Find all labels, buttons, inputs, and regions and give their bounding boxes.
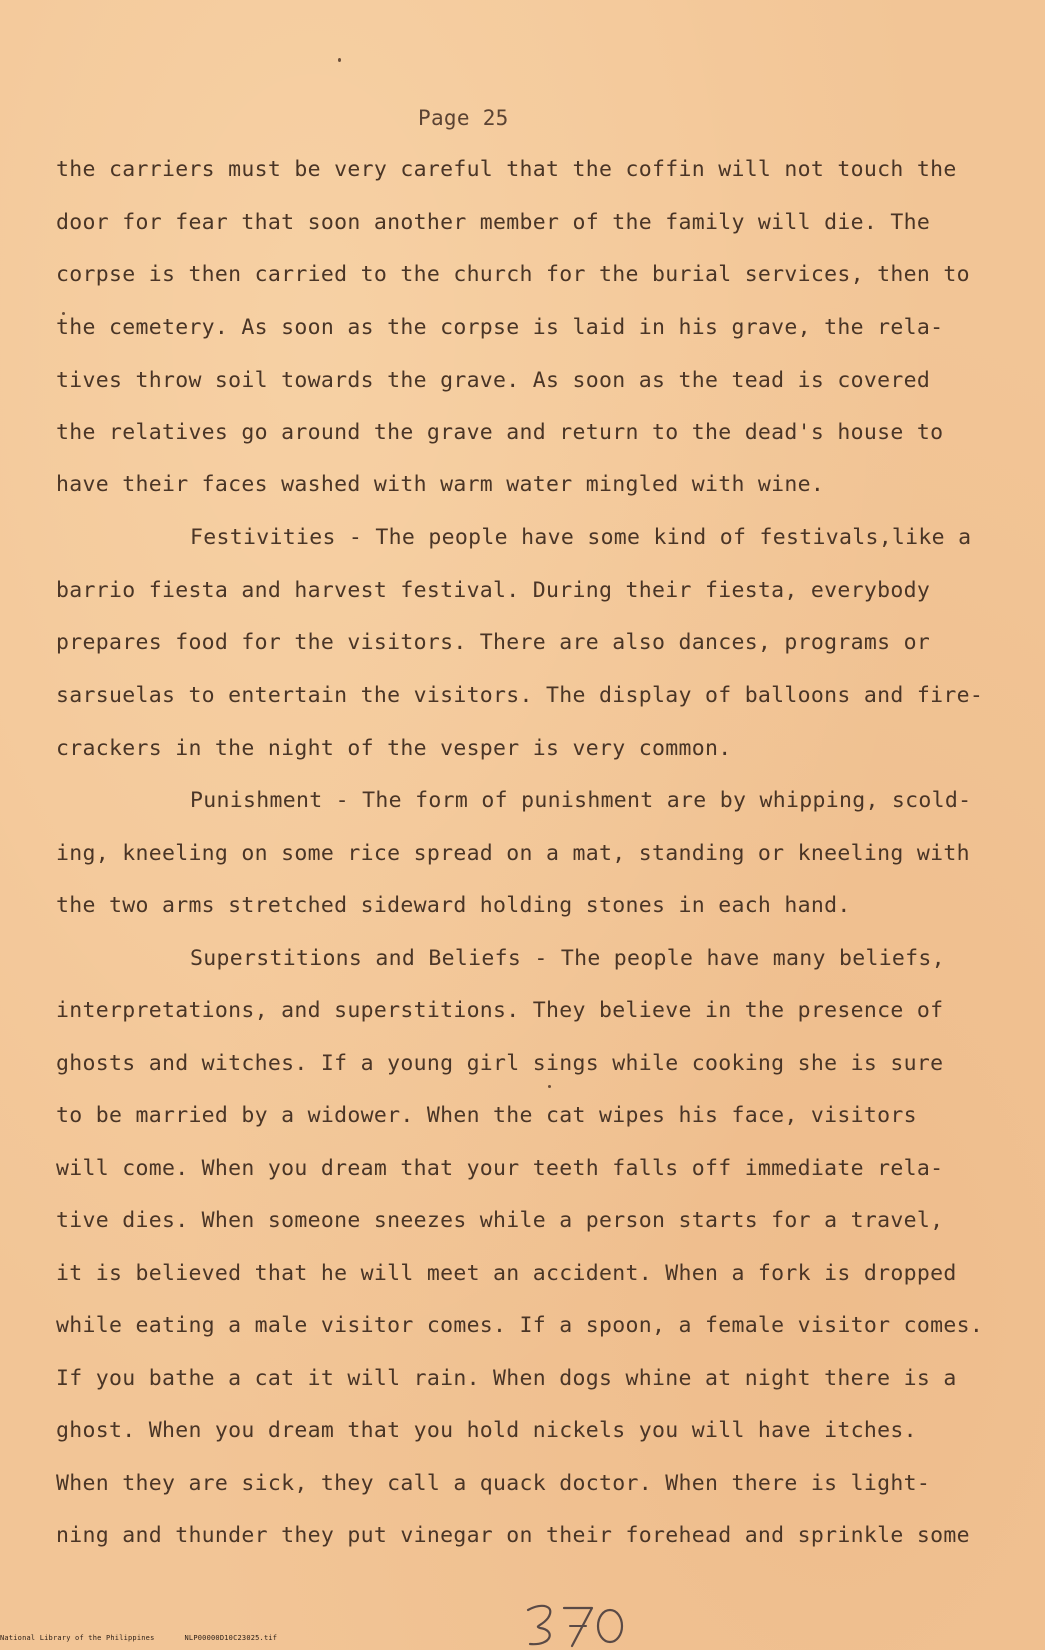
text-line: corpse is then carried to the church for the burial services, then to (56, 262, 970, 287)
text-line: door for fear that soon another member of the family will die. The (56, 210, 931, 235)
text-line: tives throw soil towards the grave. As soon as the tead is covered (56, 368, 931, 393)
text-line: interpretations, and superstitions. They believe in the presence of (56, 998, 944, 1023)
text-line: tive dies. When someone sneezes while a person starts for a travel, (56, 1208, 944, 1233)
archive-name: National Library of the Philippines (0, 1634, 155, 1642)
page-number-header: Page 25 (418, 106, 509, 130)
paper-speck (548, 1085, 551, 1088)
archive-filename: NLP00000D10C23025.tif (184, 1634, 278, 1642)
paper-speck (62, 312, 65, 315)
text-line: the two arms stretched sideward holding stones in each hand. (56, 893, 851, 918)
handwritten-page-number (522, 1600, 632, 1648)
text-line: If you bathe a cat it will rain. When dogs whine at night there is a (56, 1366, 957, 1391)
section-festivities-heading-line: Festivities - The people have some kind of festivals,like a (190, 525, 972, 550)
text-line: When they are sick, they call a quack doctor. When there is light- (56, 1471, 931, 1496)
section-punishment-heading-line: Punishment - The form of punishment are by whipping, scold- (190, 788, 972, 813)
text-line: prepares food for the visitors. There are also dances, programs or (56, 630, 931, 655)
text-line: sarsuelas to entertain the visitors. The display of balloons and fire- (56, 683, 984, 708)
text-line: to be married by a widower. When the cat wipes his face, visitors (56, 1103, 917, 1128)
text-line: it is believed that he will meet an accident. When a fork is dropped (56, 1261, 957, 1286)
text-line: crackers in the night of the vesper is very common. (56, 736, 732, 761)
text-line: ning and thunder they put vinegar on their forehead and sprinkle some (56, 1523, 970, 1548)
section-superstitions-heading-line: Superstitions and Beliefs - The people have many beliefs, (190, 946, 945, 971)
paper-speck (338, 58, 341, 62)
archive-footer (0, 1634, 277, 1642)
text-line: have their faces washed with warm water mingled with wine. (56, 472, 825, 497)
text-line: will come. When you dream that your teeth falls off immediate rela- (56, 1156, 944, 1181)
text-line: ghost. When you dream that you hold nickels you will have itches. (56, 1418, 917, 1443)
text-line: the carriers must be very careful that the coffin will not touch the (56, 157, 957, 182)
text-line: ing, kneeling on some rice spread on a mat, standing or kneeling with (56, 841, 970, 866)
text-line: ghosts and witches. If a young girl sings while cooking she is sure (56, 1051, 944, 1076)
text-line: while eating a male visitor comes. If a spoon, a female visitor comes. (56, 1313, 984, 1338)
text-line: the cemetery. As soon as the corpse is laid in his grave, the rela- (56, 315, 944, 340)
text-line: barrio fiesta and harvest festival. During their fiesta, everybody (56, 578, 931, 603)
text-line: the relatives go around the grave and return to the dead's house to (56, 420, 944, 445)
